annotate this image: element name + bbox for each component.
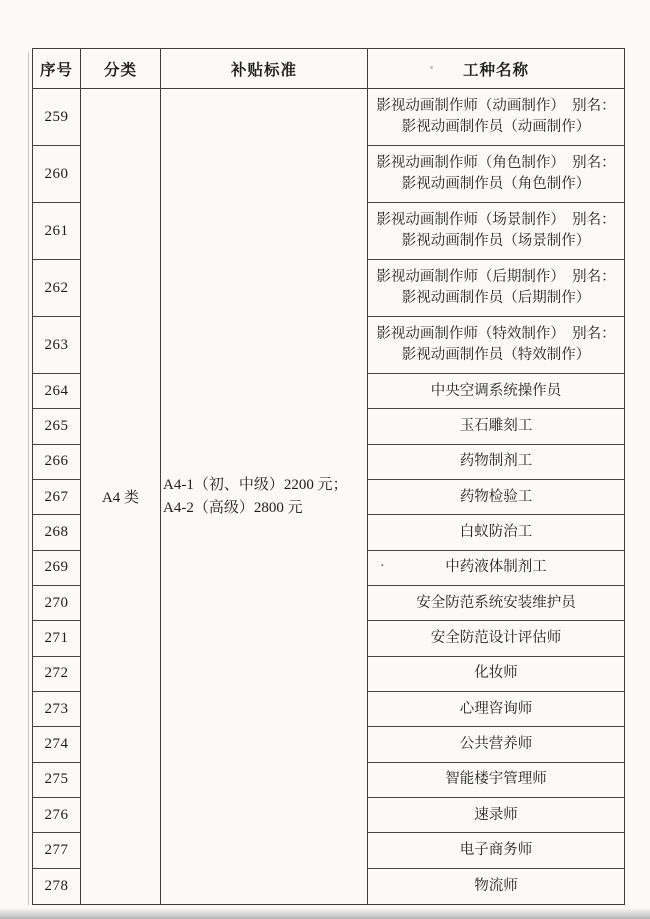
row-number: 278 <box>44 877 69 894</box>
job-column <box>368 89 624 904</box>
job-name-text: 公共营养师 <box>459 735 533 752</box>
row-number: 273 <box>33 692 80 727</box>
subsidy-column <box>161 89 368 904</box>
job-name-cell <box>368 89 624 146</box>
job-name-text: 中药液体制剂工 <box>445 559 547 576</box>
job-name-line-2: 影视动画制作员（特效制作） <box>401 347 591 363</box>
row-number: 263 <box>33 317 80 374</box>
row-number: 268 <box>33 515 80 550</box>
row-number: 264 <box>33 374 80 409</box>
job-name-cell <box>368 409 624 444</box>
row-number: 261 <box>33 203 80 260</box>
category-merged-cell: A4 类 <box>101 490 140 506</box>
table-body <box>33 89 624 904</box>
job-name-cell <box>368 657 624 692</box>
job-name-line-1: 影视动画制作师（场景制作） 别名： <box>376 212 616 228</box>
job-name-line-2: 影视动画制作员（角色制作） <box>401 176 591 192</box>
job-name-text: 电子商务师 <box>459 841 533 858</box>
job-name-cell <box>368 260 624 317</box>
index-column <box>33 89 81 904</box>
job-name-cell <box>368 727 624 762</box>
job-name-cell <box>368 692 624 727</box>
job-name-text: 智能楼宇管理师 <box>445 771 547 788</box>
table-header-row <box>33 49 624 89</box>
job-name-line-1: 影视动画制作师（动画制作） 别名： <box>376 98 616 114</box>
row-number: 275 <box>33 763 80 798</box>
scan-ghost-line-artifact <box>28 52 29 905</box>
job-name-cell <box>368 445 624 480</box>
job-name-text: 安全防范设计评估师 <box>430 629 562 646</box>
job-name-text: 药物制剂工 <box>459 453 533 470</box>
job-name-text: 玉石雕刻工 <box>459 417 533 434</box>
scan-bottom-smudge-artifact <box>0 908 650 919</box>
job-name-cell <box>368 374 624 409</box>
header-cell-job-name: 工种名称 <box>462 61 529 79</box>
row-number: 266 <box>33 445 80 480</box>
job-name-line-1: 影视动画制作师（特效制作） 别名： <box>376 326 616 342</box>
job-name-cell <box>368 798 624 833</box>
job-name-text: 物流师 <box>474 877 518 894</box>
row-number: 267 <box>33 480 80 515</box>
row-number: 260 <box>33 146 80 203</box>
row-number: 271 <box>33 621 80 656</box>
category-column <box>81 89 161 904</box>
job-name-text: 心理咨询师 <box>459 700 533 717</box>
job-name-line-1: 影视动画制作师（后期制作） 别名： <box>376 269 616 285</box>
job-name-cell <box>368 621 624 656</box>
job-name-cell <box>368 869 624 904</box>
job-name-text: 化妆师 <box>474 665 518 682</box>
job-name-text: 药物检验工 <box>459 488 533 505</box>
row-number: 272 <box>33 657 80 692</box>
row-number: 269 <box>33 551 80 586</box>
row-number: 259 <box>33 89 80 146</box>
job-name-line-2: 影视动画制作员（后期制作） <box>401 290 591 306</box>
job-name-cell <box>368 203 624 260</box>
header-cell-index: 序号 <box>33 49 81 88</box>
job-name-cell <box>368 317 624 374</box>
job-name-line-1: 影视动画制作师（角色制作） 别名： <box>376 155 616 171</box>
job-name-text: 中央空调系统操作员 <box>430 382 562 399</box>
stray-dot-artifact: · <box>380 558 385 574</box>
subsidy-table <box>32 48 625 905</box>
row-number: 274 <box>33 727 80 762</box>
job-name-cell <box>368 515 624 550</box>
job-name-cell <box>368 146 624 203</box>
job-name-cell <box>368 763 624 798</box>
job-name-text: 白蚁防治工 <box>459 523 533 540</box>
row-number: 277 <box>33 833 80 868</box>
job-name-cell <box>368 586 624 621</box>
job-name-line-2: 影视动画制作员（动画制作） <box>401 119 591 135</box>
row-number: 262 <box>33 260 80 317</box>
subsidy-line-2: A4-2（高级）2800 元 <box>163 499 303 516</box>
header-cell-subsidy-standard: 补贴标准 <box>161 49 368 88</box>
header-cell-category: 分类 <box>81 49 161 88</box>
job-name-text: 安全防范系统安装维护员 <box>416 594 576 611</box>
row-number: 270 <box>33 586 80 621</box>
job-name-cell <box>368 551 624 586</box>
job-name-cell <box>368 480 624 515</box>
job-name-text: 速录师 <box>474 806 518 823</box>
row-number: 276 <box>33 798 80 833</box>
row-number: 265 <box>33 409 80 444</box>
subsidy-line-1: A4-1（初、中级）2200 元； <box>163 476 348 493</box>
job-name-line-2: 影视动画制作员（场景制作） <box>401 233 591 249</box>
job-name-cell <box>368 833 624 868</box>
subsidy-merged-cell <box>161 89 367 904</box>
